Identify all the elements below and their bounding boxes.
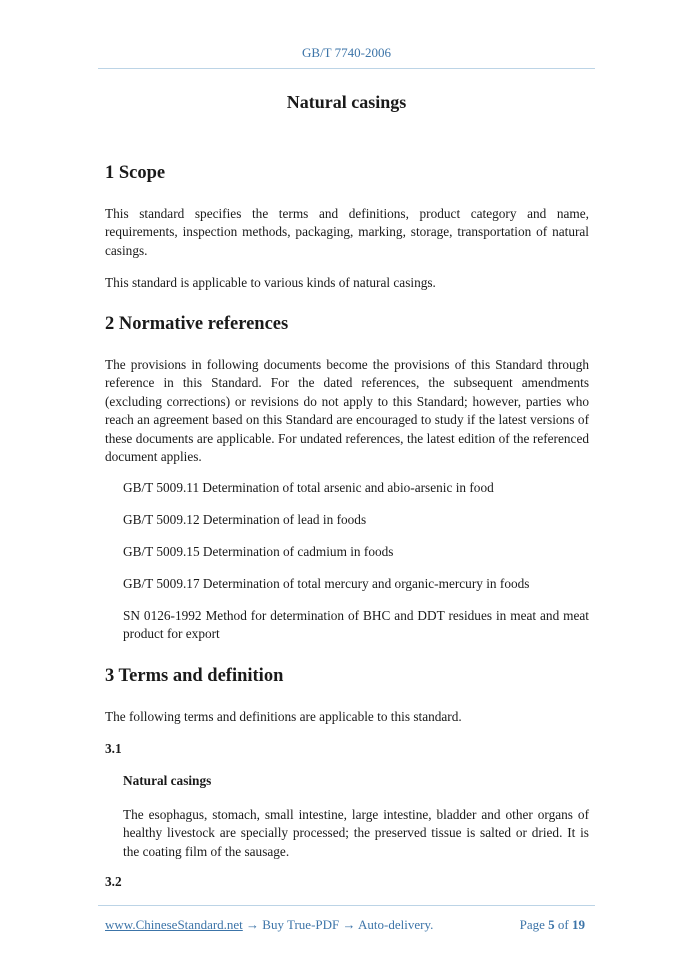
clause-number-3-1: 3.1	[105, 741, 122, 756]
document-title: Natural casings	[286, 92, 407, 112]
term-name: Natural casings	[123, 773, 212, 788]
scope-paragraph-1: This standard specifies the terms and definitions, product category and name, requirements, inspection methods, packaging, marking, storage, transportation of natural casings.	[105, 206, 589, 258]
reference-item: SN 0126-1992 Method for determination of BHC and DDT residues in meat and meat product for export	[123, 608, 589, 642]
footer-promo-text: → Buy True-PDF → Auto-delivery.	[242, 917, 434, 932]
footer-divider	[98, 905, 595, 906]
section-heading-terms: 3 Terms and definition	[105, 666, 284, 686]
reference-item: GB/T 5009.15 Determination of cadmium in foods	[123, 544, 394, 559]
page-current: 5	[548, 917, 555, 932]
page-indicator	[520, 917, 585, 933]
scope-paragraph-2: This standard is applicable to various kinds of natural casings.	[105, 275, 436, 290]
reference-item: GB/T 5009.17 Determination of total mercury and organic-mercury in foods	[123, 576, 530, 591]
website-link[interactable]: www.ChineseStandard.net	[105, 917, 243, 932]
page-total: 19	[572, 917, 585, 932]
reference-item: GB/T 5009.12 Determination of lead in foods	[123, 512, 367, 527]
clause-number-3-2: 3.2	[105, 874, 122, 889]
section-heading-scope: 1 Scope	[105, 163, 166, 183]
document-header-id: GB/T 7740-2006	[302, 45, 391, 60]
page-label: Page	[519, 917, 545, 932]
term-definition: The esophagus, stomach, small intestine, large intestine, bladder and other organs of healthy livestock are specially processed; the preserved tissue is salted or dried. It is the coating film of the sausage.	[123, 807, 589, 859]
terms-intro: The following terms and definitions are applicable to this standard.	[105, 709, 462, 724]
normative-paragraph: The provisions in following documents become the provisions of this Standard through reference in this Standard. For the dated references, the subsequent amendments (excluding corrections) or revisions do not apply to this Standard; however, parties who reach an agreement based on this Standard are encouraged to study if the latest versions of these documents are applicable. For undated references, the latest edition of the referenced document applies.	[105, 357, 589, 465]
reference-item: GB/T 5009.11 Determination of total arsenic and abio-arsenic in food	[123, 480, 494, 495]
footer-promo	[105, 917, 433, 933]
page-of: of	[557, 917, 569, 932]
section-heading-normative-references: 2 Normative references	[105, 314, 289, 334]
header-divider	[98, 68, 595, 69]
